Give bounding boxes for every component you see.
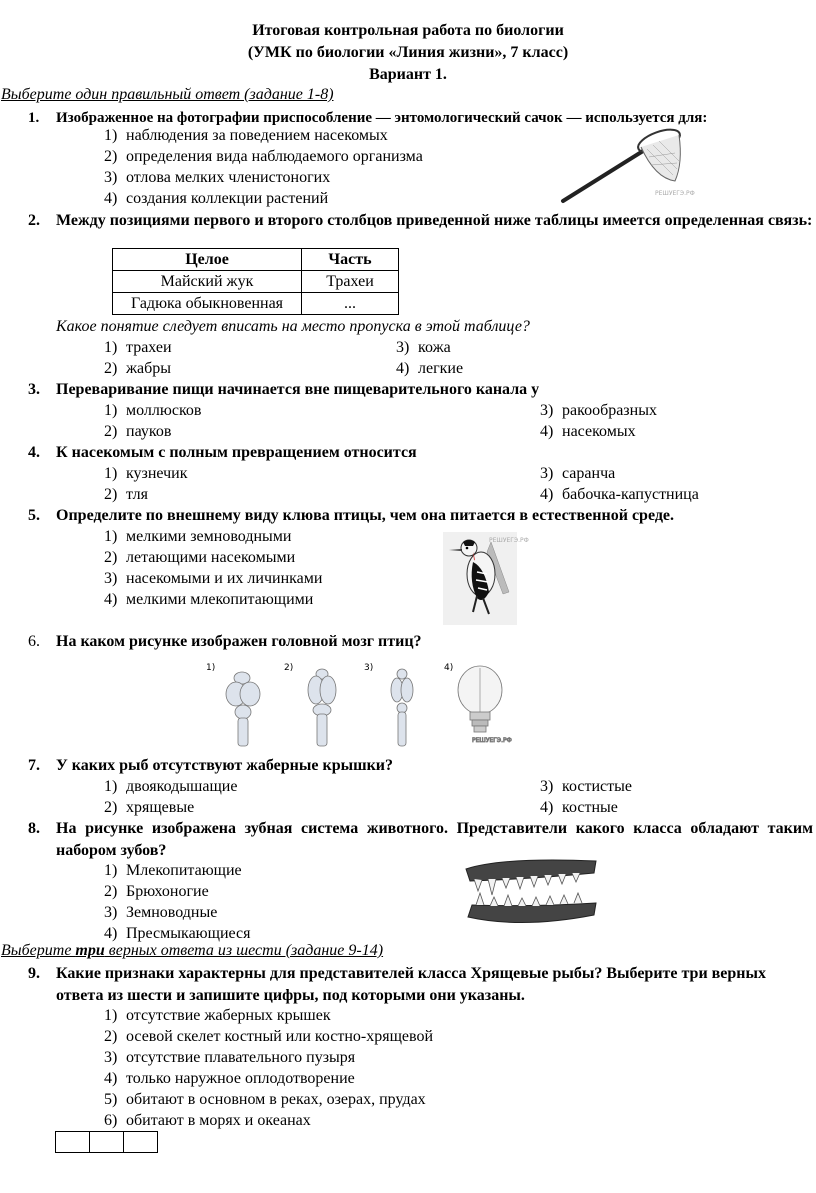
option-label: жабры — [126, 360, 172, 377]
q2-option-1 — [104, 337, 172, 358]
q9-option-4 — [104, 1068, 355, 1089]
q2-option-2 — [104, 358, 171, 379]
answer-box-1[interactable] — [56, 1132, 90, 1153]
table-header-cell: Часть — [302, 249, 399, 271]
table-cell: Гадюка обыкновенная — [113, 293, 302, 315]
question-7 — [28, 755, 813, 777]
question-number: 2. — [28, 212, 40, 229]
option-number: 2) — [104, 883, 118, 900]
q8-option-2 — [104, 881, 209, 902]
q2-option-3 — [396, 337, 451, 358]
option-number: 4) — [540, 799, 554, 816]
option-number: 3) — [104, 169, 118, 186]
q5-option-1 — [104, 526, 291, 547]
option-label: обитают в морях и океанах — [126, 1112, 311, 1129]
option-number: 1) — [104, 1007, 118, 1024]
question-8 — [28, 818, 813, 862]
option-number: 2) — [104, 148, 118, 165]
question-text: На каком рисунке изображен головной мозг птиц? — [56, 633, 422, 650]
option-label: Земноводные — [126, 904, 218, 921]
question-4 — [28, 442, 813, 464]
section2-emphasis: три — [75, 942, 105, 959]
option-label: двоякодышащие — [126, 778, 238, 795]
q9-option-1 — [104, 1005, 331, 1026]
question-text: К насекомым с полным превращением относится — [56, 444, 417, 461]
table-cell: Майский жук — [113, 271, 302, 293]
q4-option-1 — [104, 463, 188, 484]
q9-option-2 — [104, 1026, 433, 1047]
q5-option-4 — [104, 589, 313, 610]
woodpecker-image — [443, 532, 529, 625]
option-label: Брюхоногие — [126, 883, 209, 900]
q1-option-1 — [104, 125, 388, 146]
option-number: 2) — [104, 1028, 118, 1045]
brain-label-1: 1) — [206, 663, 216, 673]
q3-option-1 — [104, 400, 201, 421]
option-label: пауков — [126, 423, 172, 440]
brain-2 — [308, 669, 336, 746]
question-number: 5. — [28, 507, 40, 524]
table-row — [113, 293, 399, 315]
brain-3 — [391, 669, 413, 746]
title-line-1: Итоговая контрольная работа по биологии — [252, 22, 564, 39]
q1-option-4 — [104, 188, 328, 209]
watermark-text: РЕШУЕГЭ.РФ — [472, 737, 512, 744]
table-cell: Трахеи — [302, 271, 399, 293]
answer-box-2[interactable] — [90, 1132, 124, 1153]
option-number: 5) — [104, 1091, 118, 1108]
table-header-row — [113, 249, 399, 271]
q1-option-2 — [104, 146, 423, 167]
question-2 — [28, 210, 813, 232]
q7-option-1 — [104, 776, 237, 797]
option-label: моллюсков — [126, 402, 202, 419]
option-label: трахеи — [126, 339, 172, 356]
option-label: хрящевые — [126, 799, 195, 816]
section2-instruction — [1, 942, 383, 960]
question-number: 6. — [28, 633, 40, 650]
question-text: У каких рыб отсутствуют жаберные крышки? — [56, 757, 394, 774]
question-number: 8. — [28, 820, 40, 837]
option-number: 4) — [104, 1070, 118, 1087]
question-number: 9. — [28, 965, 40, 982]
option-label: только наружное оплодотворение — [126, 1070, 355, 1087]
q4-option-3 — [540, 463, 615, 484]
option-label: обитают в основном в реках, озерах, прудах — [126, 1091, 426, 1108]
option-label: Пресмыкающиеся — [126, 925, 251, 942]
option-number: 4) — [104, 591, 118, 608]
brain-diagrams — [198, 660, 528, 750]
option-number: 1) — [104, 339, 118, 356]
q5-option-3 — [104, 568, 322, 589]
question-9 — [28, 963, 813, 1007]
brain-label-2: 2) — [284, 663, 294, 673]
option-number: 2) — [104, 799, 118, 816]
option-number: 4) — [540, 423, 554, 440]
q9-option-3 — [104, 1047, 355, 1068]
option-label: бабочка-капустница — [562, 486, 699, 503]
option-label: мелкими земноводными — [126, 528, 292, 545]
question-3 — [28, 379, 813, 401]
answer-boxes — [55, 1131, 158, 1153]
answer-box-3[interactable] — [124, 1132, 158, 1153]
option-number: 1) — [104, 402, 118, 419]
option-label: насекомыми и их личинками — [126, 570, 323, 587]
question-text: Какие признаки характерны для представителей класса Хрящевые рыбы? Выберите три верных ответа из шести и запишите цифры, под которыми они указаны. — [56, 965, 767, 1004]
q3-option-4 — [540, 421, 636, 442]
option-number: 3) — [540, 465, 554, 482]
option-number: 1) — [104, 465, 118, 482]
option-number: 3) — [396, 339, 410, 356]
option-label: создания коллекции растений — [126, 190, 329, 207]
question-text: Определите по внешнему виду клюва птицы, чем она питается в естественной среде. — [56, 507, 675, 524]
option-number: 1) — [104, 528, 118, 545]
q4-option-4 — [540, 484, 699, 505]
q7-option-4 — [540, 797, 618, 818]
option-number: 3) — [540, 778, 554, 795]
option-label: ракообразных — [562, 402, 657, 419]
variant-title: Вариант 1. — [369, 66, 447, 83]
butterfly-net-image — [555, 123, 700, 208]
option-label: костистые — [562, 778, 632, 795]
question-6 — [28, 631, 813, 653]
question-5 — [28, 505, 813, 527]
option-label: кузнечик — [126, 465, 188, 482]
option-label: легкие — [418, 360, 464, 377]
option-number: 1) — [104, 127, 118, 144]
option-label: летающими насекомыми — [126, 549, 296, 566]
q3-option-2 — [104, 421, 171, 442]
option-number: 4) — [396, 360, 410, 377]
option-label: мелкими млекопитающими — [126, 591, 314, 608]
option-number: 2) — [104, 423, 118, 440]
option-label: насекомых — [562, 423, 636, 440]
q4-option-2 — [104, 484, 148, 505]
watermark-text: РЕШУЕГЭ.РФ — [489, 537, 529, 544]
teeth-image — [462, 855, 600, 930]
q8-option-3 — [104, 902, 217, 923]
q9-option-6 — [104, 1110, 311, 1131]
question-number: 1. — [28, 110, 40, 126]
option-label: наблюдения за поведением насекомых — [126, 127, 388, 144]
option-number: 2) — [104, 549, 118, 566]
question-text: На рисунке изображена зубная система животного. Представители какого класса обладают таким набором зубов? — [56, 820, 813, 859]
option-label: саранча — [562, 465, 616, 482]
question-number: 7. — [28, 757, 40, 774]
option-number: 3) — [540, 402, 554, 419]
option-number: 6) — [104, 1112, 118, 1129]
option-label: костные — [562, 799, 618, 816]
q2-option-4 — [396, 358, 463, 379]
option-number: 4) — [104, 925, 118, 942]
section1-instruction: Выберите один правильный ответ (задание 1-8) — [1, 86, 334, 103]
table-row — [113, 271, 399, 293]
question-text: Переваривание пищи начинается вне пищеварительного канала у — [56, 381, 540, 398]
relation-table — [112, 248, 399, 315]
option-number: 3) — [104, 570, 118, 587]
option-label: отсутствие плавательного пузыря — [126, 1049, 356, 1066]
option-label: тля — [126, 486, 148, 503]
question-text: Между позициями первого и второго столбцов приведенной ниже таблицы имеется определенная связь: — [56, 212, 813, 229]
option-number: 3) — [104, 904, 118, 921]
table-cell: ... — [302, 293, 399, 315]
option-number: 2) — [104, 486, 118, 503]
option-label: определения вида наблюдаемого организма — [126, 148, 423, 165]
option-number: 4) — [540, 486, 554, 503]
q8-option-1 — [104, 860, 242, 881]
brain-1 — [226, 672, 260, 746]
brain-label-3: 3) — [364, 663, 374, 673]
option-label: отсутствие жаберных крышек — [126, 1007, 331, 1024]
q7-option-3 — [540, 776, 632, 797]
watermark-text: РЕШУЕГЭ.РФ — [655, 190, 695, 197]
option-label: кожа — [418, 339, 451, 356]
question-number: 3. — [28, 381, 40, 398]
section2-post: верных ответа из шести (задание 9-14) — [104, 942, 384, 959]
q8-option-4 — [104, 923, 250, 944]
brain-label-4: 4) — [444, 663, 454, 673]
option-number: 4) — [104, 190, 118, 207]
option-number: 3) — [104, 1049, 118, 1066]
option-number: 2) — [104, 360, 118, 377]
q7-option-2 — [104, 797, 194, 818]
table-header-cell: Целое — [113, 249, 302, 271]
q5-option-2 — [104, 547, 295, 568]
q2-subquestion: Какое понятие следует вписать на место пропуска в этой таблице? — [56, 318, 530, 335]
option-label: осевой скелет костный или костно-хрящевой — [126, 1028, 434, 1045]
q1-option-3 — [104, 167, 330, 188]
section2-pre: Выберите — [1, 942, 76, 959]
question-number: 4. — [28, 444, 40, 461]
option-label: Млекопитающие — [126, 862, 242, 879]
question-text: Изображенное на фотографии приспособление — энтомологический сачок — используется для: — [56, 110, 708, 126]
option-label: отлова мелких членистоногих — [126, 169, 331, 186]
brain-4 — [458, 666, 512, 744]
title-line-2: (УМК по биологии «Линия жизни», 7 класс) — [247, 44, 569, 61]
q9-option-5 — [104, 1089, 426, 1110]
q3-option-3 — [540, 400, 657, 421]
option-number: 1) — [104, 778, 118, 795]
option-number: 1) — [104, 862, 118, 879]
